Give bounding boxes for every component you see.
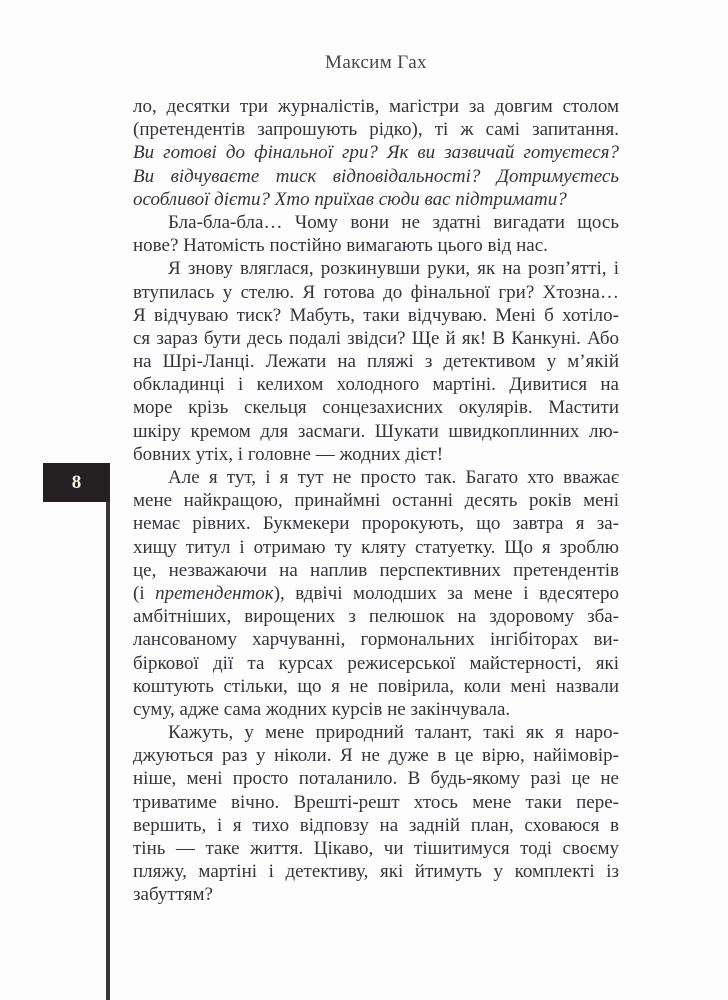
text-segment: це, незважаючи на наплив перспективних претендентів (133, 559, 619, 581)
text-segment: море крізь скельця сонцезахисних окулярів. Мастити (133, 397, 619, 419)
text-segment: забуттям? (133, 884, 213, 906)
text-line (133, 536, 619, 559)
page-number: 8 (71, 471, 82, 493)
text-segment: втупилась у стелю. Я готова до фінальної гри? Хтозна… (133, 281, 619, 303)
text-segment: Я відчуваю тиск? Мабуть, таки відчуваю. Мені б хотіло- (133, 304, 619, 326)
text-segment: вершить, і я тихо відповзу на задній план, сховаюся в (133, 814, 619, 836)
text-line (133, 860, 619, 883)
text-line (133, 582, 619, 605)
text-segment: мене найкращою, принаймні останні десять років мені (133, 490, 619, 512)
text-line (133, 744, 619, 767)
text-line (133, 443, 619, 466)
text-line (133, 466, 619, 489)
text-segment: пляжу, мартіні і детективу, які йтимуть у комплекті із (133, 861, 619, 883)
text-line (133, 234, 619, 257)
text-segment: Я знову вляглася, розкинувши руки, як на розп’ятті, і (168, 258, 619, 280)
paragraph (133, 721, 619, 907)
text-segment: Ви готові до фінальної гри? Як ви зазвичай готуєтеся? (133, 142, 619, 164)
text-line (133, 698, 619, 721)
text-line (133, 767, 619, 790)
text-line (133, 257, 619, 280)
paragraph (133, 95, 619, 211)
text-line (133, 118, 619, 141)
text-line (133, 489, 619, 512)
text-segment: триватиме вічно. Врешті-решт хтось мене таки пере- (133, 791, 619, 813)
text-segment: суму, адже сама жодних курсів не закінчувала. (133, 698, 511, 720)
text-line (133, 675, 619, 698)
text-line (133, 628, 619, 651)
text-segment: амбітніших, вирощених з пелюшок на здоровому зба- (133, 606, 619, 628)
text-segment: особливої дієти? Хто приїхав сюди вас підтримати? (133, 188, 567, 210)
paragraph (133, 466, 619, 721)
paragraph (133, 211, 619, 257)
text-segment: Ви відчуваєте тиск відповідальності? Дотримуєтесь (133, 165, 619, 187)
text-segment: ніше, мені просто поталанило. В будь-якому разі це не (133, 768, 619, 790)
text-segment: обкладинці і келихом холодного мартіні. Дивитися на (133, 374, 619, 396)
text-line (133, 327, 619, 350)
text-line (133, 652, 619, 675)
text-segment: шкіру кремом для засмаги. Шукати швидкоплинних лю- (133, 420, 619, 442)
text-line (133, 512, 619, 535)
text-line (133, 559, 619, 582)
text-line (133, 721, 619, 744)
text-segment: ся зараз бути десь подалі звідси? Ще й як! В Канкуні. Або (133, 327, 619, 349)
text-line (133, 373, 619, 396)
text-segment: Бла-бла-бла… Чому вони не здатні вигадати щось (168, 211, 619, 233)
text-line (133, 791, 619, 814)
text-line (133, 165, 619, 188)
text-segment: біркової дії та курсах режисерської майстерності, які (133, 652, 619, 674)
running-header: Максим Гах (325, 52, 427, 73)
text-line (133, 396, 619, 419)
text-line (133, 188, 619, 211)
text-segment: джуються раз у ніколи. Я не дуже в це вірю, найімовір- (133, 745, 619, 767)
text-line (133, 95, 619, 118)
text-line (133, 304, 619, 327)
text-line (133, 814, 619, 837)
text-line (133, 837, 619, 860)
text-line (133, 605, 619, 628)
text-segment: нове? Натомість постійно вимагають цього від нас. (133, 235, 548, 257)
text-segment: (претендентів запрошують рідко), ті ж самі запитання. (133, 119, 619, 141)
text-line (133, 420, 619, 443)
text-line (133, 211, 619, 234)
text-segment: ), вдвічі молодших за мене і вдесятеро (273, 582, 619, 604)
text-segment-italic: претенденток (155, 582, 274, 604)
text-segment: лансованому харчуванні, гормональних інгібіторах ви- (133, 629, 619, 651)
text-line (133, 141, 619, 164)
text-segment: немає рівних. Букмекери пророкують, що завтра я за- (133, 513, 619, 535)
text-segment: бовних утіх, і головне — жодних дієт! (133, 443, 444, 465)
text-line (133, 281, 619, 304)
paragraph (133, 257, 619, 466)
text-segment: Але я тут, і я тут не просто так. Багато хто вважає (168, 467, 619, 488)
text-segment: (і (133, 582, 156, 604)
text-segment: коштують стільки, що я не повірила, коли мені назвали (133, 675, 619, 697)
text-segment: тінь — таке життя. Цікаво, чи тішитимуся тоді своєму (133, 838, 619, 859)
margin-rule (106, 463, 110, 1000)
text-line (133, 883, 619, 906)
text-segment: Кажуть, у мене природний талант, такі як я наро- (168, 722, 619, 744)
text-segment: хищу титул і отримаю ту кляту статуетку. Що я зроблю (133, 536, 619, 558)
page-number-badge (43, 463, 110, 502)
text-segment: на Шрі-Ланці. Лежати на пляжі з детективом у м’якій (133, 351, 619, 373)
text-segment: ло, десятки три журналістів, магістри за довгим столом (133, 96, 619, 117)
text-line (133, 350, 619, 373)
page-body (133, 95, 619, 907)
